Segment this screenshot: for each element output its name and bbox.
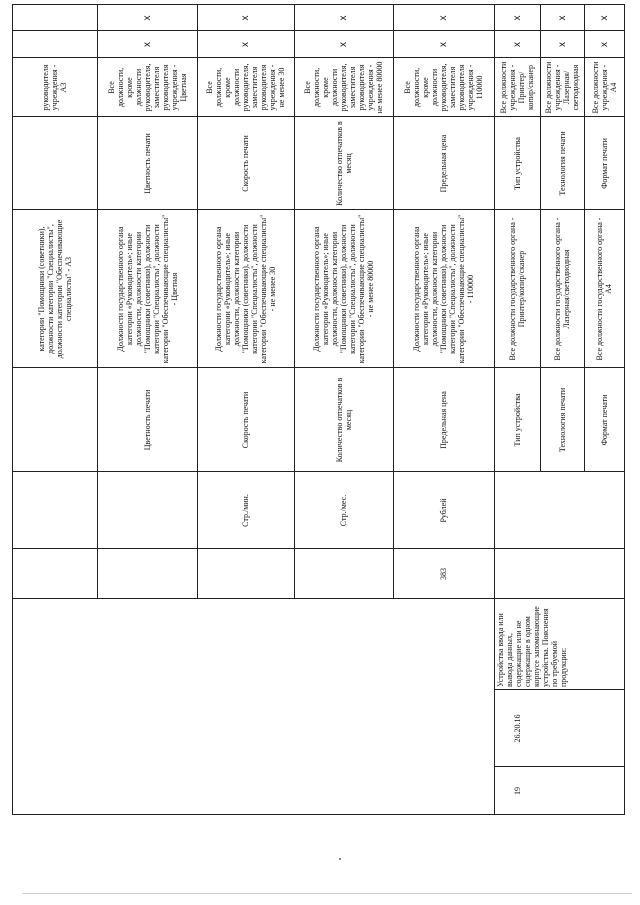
grid-line xyxy=(12,57,624,58)
characteristic-approved: Цветность печати xyxy=(142,133,152,194)
x-mark: х xyxy=(556,42,568,47)
unit-name xyxy=(584,472,624,549)
value-state-body: Все должности государственного органа - А4 xyxy=(595,217,613,361)
grid-line xyxy=(197,4,198,599)
grid-line xyxy=(12,116,624,117)
unit-code xyxy=(197,549,294,599)
grid-line xyxy=(12,814,624,815)
grid-line xyxy=(540,4,541,472)
characteristic-approved: Тип устройства xyxy=(512,137,522,190)
x-mark xyxy=(12,31,97,58)
characteristic: Предельная цена xyxy=(439,391,448,449)
unit-name: Стр./мин. xyxy=(241,494,250,527)
x-mark: х xyxy=(338,15,349,21)
characteristic xyxy=(12,368,97,472)
table-row xyxy=(97,0,197,905)
value-approved: Все должности, кроме должности руководителя, заместителя руководителя учреждения - Цветная xyxy=(106,63,188,112)
unit-name xyxy=(540,472,584,549)
okpd-code xyxy=(97,690,197,767)
value-approved: Все должности, кроме должности руководителя, заместителя руководителя учреждения - 110000 xyxy=(403,63,484,112)
value-approved: Все должности, кроме должности руководителя, заместителя руководителя учреждения - не менее 30 xyxy=(205,63,286,112)
table-row xyxy=(393,0,494,905)
item-name xyxy=(97,599,197,690)
table-row xyxy=(540,0,584,905)
x-mark: х xyxy=(438,15,449,21)
grid-line xyxy=(624,4,625,815)
okpd-code xyxy=(540,690,584,767)
okpd-code xyxy=(12,690,97,767)
characteristic-approved: Скорость печати xyxy=(241,135,250,192)
characteristic-approved: Формат печати xyxy=(599,138,609,189)
characteristic: Тип устройства xyxy=(512,393,522,447)
unit-code xyxy=(540,549,584,599)
unit-name: Стр./мес. xyxy=(339,494,348,527)
value-state-body: Должности государственного органа категории «Руководитель»; иные должности, должности категории "Помощники (советники), должности категории "Специалисты", должности категории "Обеспечивающие специалисты" - не менее 80000 xyxy=(312,214,375,364)
unit-name xyxy=(97,472,197,549)
value-approved: Все должности учреждения - Принтер/копир/сканер xyxy=(499,61,535,114)
unit-code: 383 xyxy=(439,568,448,580)
x-mark: х xyxy=(141,42,153,47)
item-name xyxy=(294,599,393,690)
grid-line xyxy=(12,30,624,31)
x-mark: х xyxy=(598,15,610,21)
value-approved: Все должности учреждения - Лазерная/светодиодная xyxy=(544,61,580,114)
okpd-code xyxy=(393,690,494,767)
value-state-body: Должности государственного органа категории «Руководитель»; иные должности, должности категории "Помощники (советники), должности категории "Специалисты", должности категории "Обеспечивающие специалисты" - Цветная xyxy=(115,214,179,364)
x-mark: х xyxy=(141,15,153,21)
value-state-body: Все должности государственного органа - Лазерная/светодиодная xyxy=(553,217,571,361)
characteristic: Цветность печати xyxy=(142,389,152,451)
row-number: 19 xyxy=(512,787,522,795)
table-row xyxy=(12,0,97,905)
grid-line xyxy=(393,4,394,599)
table-row xyxy=(584,0,624,905)
unit-name: Рублей xyxy=(439,498,448,523)
characteristic-approved: Предельная цена xyxy=(439,134,448,193)
row-number xyxy=(393,767,494,815)
item-name xyxy=(540,599,584,690)
grid-line xyxy=(12,471,624,472)
value-approved: Все должности учреждения - А4 xyxy=(590,61,618,114)
okpd-code xyxy=(197,690,294,767)
item-name xyxy=(393,599,494,690)
unit-code xyxy=(97,549,197,599)
grid-line xyxy=(12,4,624,5)
grid-line xyxy=(12,598,624,599)
value-approved: руководителя учреждения - А3 xyxy=(41,64,68,111)
row-number xyxy=(584,767,624,815)
x-mark xyxy=(12,5,97,31)
item-name xyxy=(197,599,294,690)
item-name: Устройства ввода или вывода данных, содержащие или не содержащие в одном корпусе запоминающие устройства. Пояснения по требуемой продукции: xyxy=(496,606,568,687)
unit-code xyxy=(294,549,393,599)
row-number xyxy=(97,767,197,815)
x-mark: х xyxy=(338,42,349,47)
x-mark: х xyxy=(438,42,449,47)
grid-line xyxy=(12,4,13,815)
value-state-body: Должности государственного органа категории «Руководитель»; иные должности, должности категории "Помощники (советники), должности категории "Специалисты", должности категории "Обеспечивающие специалисты" - не менее 30 xyxy=(214,214,277,364)
x-mark: х xyxy=(240,42,251,47)
x-mark: х xyxy=(511,15,523,21)
value-approved: Все должности, кроме должности руководителя, заместителя руководителя учреждения - не менее 80000 xyxy=(303,61,384,114)
grid-line xyxy=(494,689,624,690)
grid-line xyxy=(12,209,624,210)
scan-speck xyxy=(339,858,341,860)
unit-code xyxy=(584,549,624,599)
x-mark: х xyxy=(511,42,523,47)
unit-code xyxy=(12,549,97,599)
value-state-body: категории "Помощники (советники), должности категории "Специалисты", должности категории "Обеспечивающие специалисты" - А3 xyxy=(36,219,73,359)
x-mark: х xyxy=(240,15,251,21)
value-state-body: Все должности государственного органа - Принтер/копир/сканер xyxy=(508,217,526,361)
characteristic-approved: Технология печати xyxy=(557,131,567,196)
row-number xyxy=(540,767,584,815)
x-mark: х xyxy=(556,15,568,21)
table-row xyxy=(294,0,393,905)
characteristic: Технология печати xyxy=(557,387,567,453)
unit-name xyxy=(494,472,540,549)
unit-name xyxy=(12,472,97,549)
characteristic: Скорость печати xyxy=(241,391,250,449)
x-mark: х xyxy=(598,42,610,47)
row-number xyxy=(197,767,294,815)
scan-edge-line xyxy=(22,893,632,894)
item-name xyxy=(584,599,624,690)
grid-line xyxy=(494,766,624,767)
grid-line xyxy=(294,4,295,599)
characteristic: Формат печати xyxy=(599,394,609,446)
characteristic: Количество отпечатков в месяц xyxy=(334,377,353,463)
grid-line xyxy=(584,4,585,472)
row-number xyxy=(12,767,97,815)
unit-code xyxy=(494,549,540,599)
grid-line xyxy=(97,4,98,599)
grid-line xyxy=(494,4,495,815)
characteristic-approved xyxy=(12,117,97,210)
table-row xyxy=(197,0,294,905)
okpd-code: 26.20.16 xyxy=(512,714,522,743)
value-state-body: Должности государственного органа категории «Руководитель»; иные должности, должности категории "Помощники (советники), должности категории "Специалисты", должности категории "Обеспечивающие специалисты" - 110000 xyxy=(412,214,475,364)
item-name xyxy=(12,599,97,690)
characteristic-approved: Количество отпечатков в месяц xyxy=(334,121,353,206)
grid-line xyxy=(12,367,624,368)
okpd-code xyxy=(584,690,624,767)
grid-line xyxy=(12,548,624,549)
row-number xyxy=(294,767,393,815)
okpd-code xyxy=(294,690,393,767)
